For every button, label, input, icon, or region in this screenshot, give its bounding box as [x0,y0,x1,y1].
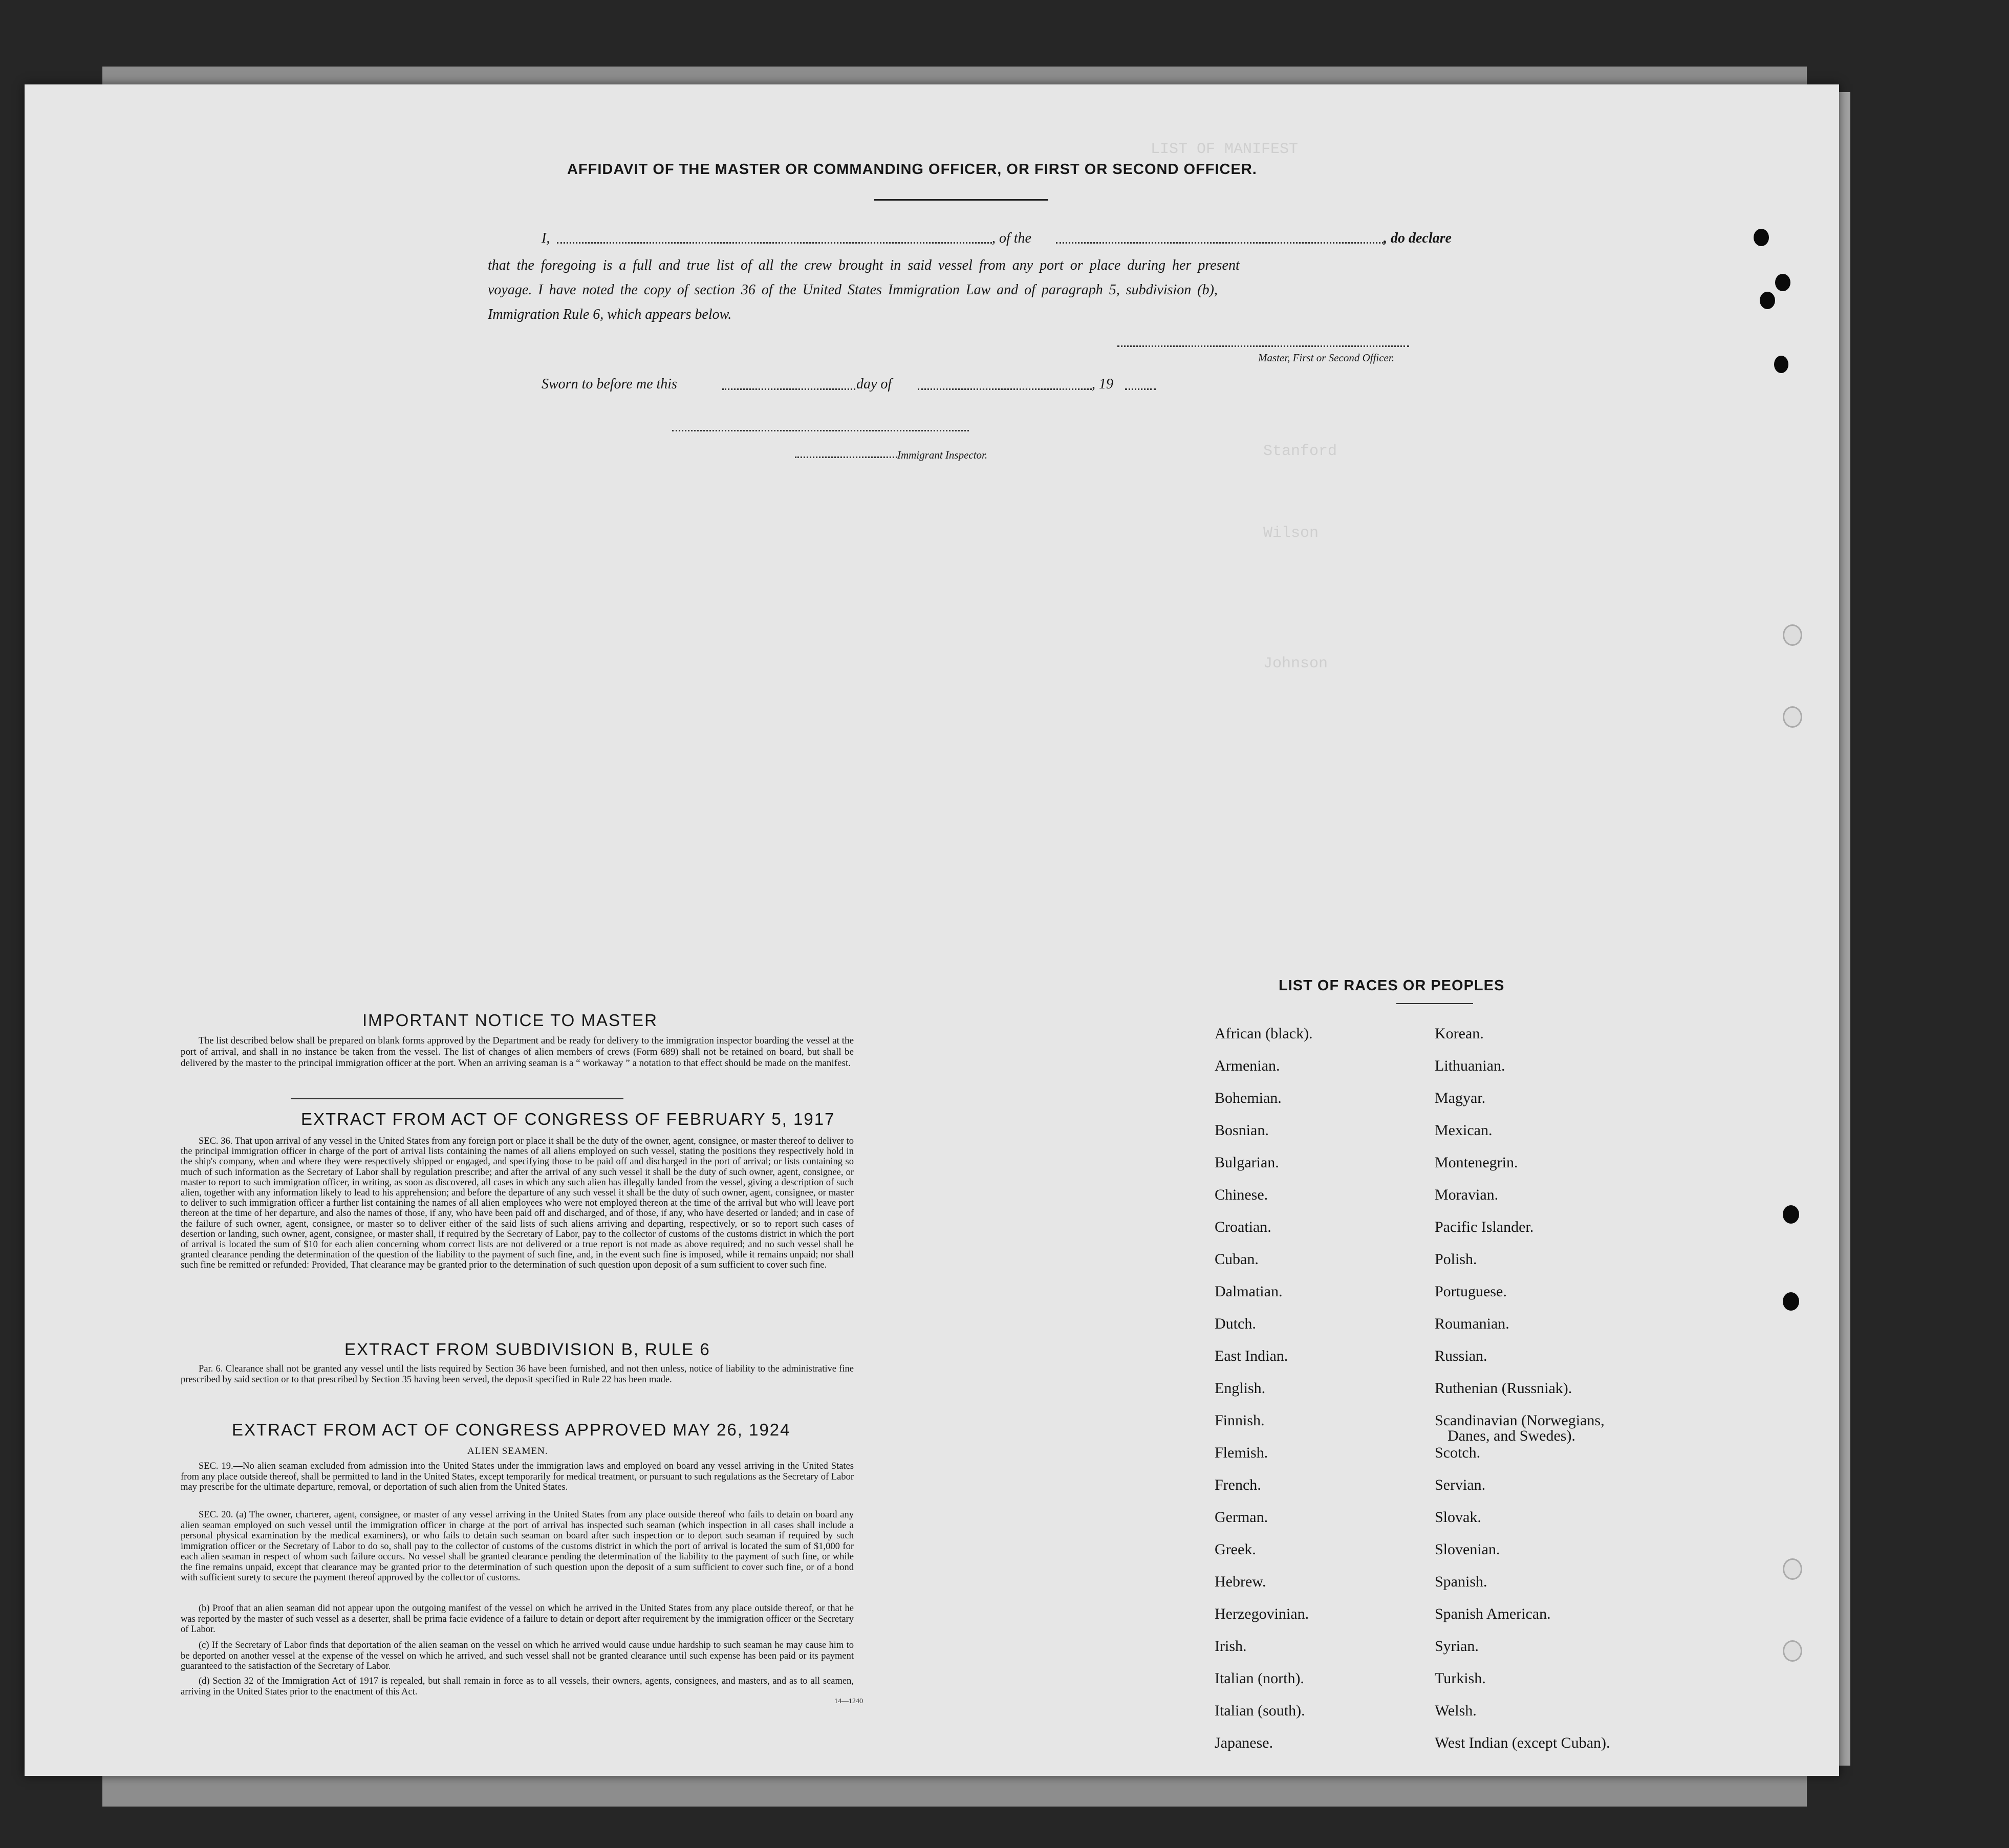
master-signature-label: Master, First or Second Officer. [1258,352,1394,364]
extract-1924-sec19: SEC. 19.—No alien seaman excluded from admission into the United States under the immigration laws and employed on board any vessel arriving in the United States from any place outside thereof, shall be permitted to land in the United States, except temporarily for medical treatment, or pursuant to such regulations as the Secretary of Labor may prescribe for the ultimate departure, removal, or deportation of such alien from the United States. [181,1461,854,1492]
sworn-year-blank [1125,388,1156,390]
race-item: Flemish. [1215,1444,1268,1461]
punch-hole [1774,356,1788,373]
extract-rule6-body: Par. 6. Clearance shall not be granted any vessel until the lists required by Section 36 have been furnished, and not then unless, notice of liability to the administrative fine prescribed by said section or to that prescribed by Section 35 having been served, the deposit specified in Rule 22 has been made. [181,1364,854,1385]
race-item: Irish. [1215,1638,1247,1655]
race-item: Herzegovinian. [1215,1605,1309,1622]
inspector-lead-blank [795,456,897,458]
race-item: Spanish American. [1435,1605,1551,1622]
sworn-year-label: , 19 [1092,376,1113,392]
extract-1924-sec20a: SEC. 20. (a) The owner, charterer, agent, consignee, or master of any vessel arriving in the United States from any place outside thereof who fails to detain on board any alien seaman employed on such vessel until the immigration officer in charge at the port of arrival has inspected such seaman (which inspection in all cases shall include a personal physical examination by the medical examiners), or who fails to detain such seaman on board after such inspection or to deport such seaman if required by such immigration officer or the Secretary of Labor to do so, shall pay to the collector of customs of the customs district in which the port of arrival is located the sum of $1,000 for each alien seaman in respect of whom such failure occurs. No vessel shall be granted clearance pending the determination of the liability to the payment of such fine, or while the fine remains unpaid, except that clearance may be granted prior to the determination of such question upon the deposit of a sum sufficient to cover such fine, or of a bond with sufficient surety to secure the payment thereof approved by the collector of customs. [181,1510,854,1583]
races-title: LIST OF RACES OR PEOPLES [1279,977,1505,994]
race-item: Danes, and Swedes). [1448,1427,1575,1444]
inspector-label: Immigrant Inspector. [897,449,988,461]
race-item: Moravian. [1435,1186,1499,1203]
extract-1924-subtitle: ALIEN SEAMEN. [467,1446,548,1456]
punch-hole [1760,292,1775,309]
extract-1917-body: SEC. 36. That upon arrival of any vessel in the United States from any foreign port or place it shall be the duty of the owner, agent, consignee, or master thereof to deliver to the principal immigration officer in charge of the port of arrival lists containing the names of all aliens employed on such vessel, stating the positions they respectively hold in the ship's company, when and where they were respectively shipped or engaged, and specifying those to be paid off and discharged in the port of arrival; or lists containing so much of such information as the Secretary of Labor shall by regulation prescribe; and after the arrival of any such vessel it shall be the duty of such owner, agent, consignee, or master to report to such immigration officer, in writing, as soon as discovered, all cases in which any such alien has illegally landed from the vessel, giving a description of such alien, together with any information likely to lead to his apprehension; and before the departure of any such vessel it shall be the duty of such owner, agent, consignee, or master to deliver to such immigration officer a further list containing the names of all alien employees who were not employed thereon at the time of the arrival but who will leave port thereon at the time of her departure, and also the names of those, if any, who have been paid off and discharged, and of those, if any, who have deserted or landed; and in case of the failure of such owner, agent, consignee, or master so to deliver either of the said lists of such aliens arriving and departing, respectively, or so to report such cases of desertion or landing, such owner, agent, consignee, or master shall, if required by the Secretary of Labor, pay to the collector of customs of the customs district in which the port of arrival is located the sum of $10 for each alien concerning whom correct lists are not delivered or a true report is not made as above required; and no such vessel shall be granted clearance pending the determination of the question of the liability to the payment of such fine, and, in the event such fine is imposed, while it remains unpaid; nor shall such fine be remitted or refunded: Provided, That clearance may be granted prior to the determination of such question upon deposit of a sum sufficient to cover such fine. [181,1136,854,1271]
race-item: Bosnian. [1215,1122,1269,1139]
race-item: Turkish. [1435,1670,1486,1687]
race-item: Russian. [1435,1347,1487,1364]
notice-body: The list described below shall be prepared on blank forms approved by the Department and be ready for delivery to the immigration inspector boarding the vessel at the port of arrival, and shall in no instance be taken from the vessel. The list of changes of alien members of crews (Form 689) shall not be retained on board, but shall be delivered by the master to the principal immigration officer at the port. When an arriving seaman is a “ workaway ” a notation to that effect should be made on the manifest. [181,1035,854,1069]
extract-rule6-title: EXTRACT FROM SUBDIVISION B, RULE 6 [344,1340,710,1359]
race-item: Japanese. [1215,1734,1273,1751]
race-item: African (black). [1215,1025,1313,1042]
race-item: Ruthenian (Russniak). [1435,1380,1572,1397]
extract-1924-title: EXTRACT FROM ACT OF CONGRESS APPROVED MAY 26, 1924 [232,1420,791,1439]
race-item: Magyar. [1435,1090,1486,1106]
manifest-back-page [25,84,1839,1776]
show-through-text: LIST OF MANIFEST [1151,141,1299,158]
show-through-text: Johnson [1263,655,1328,672]
affidavit-line-2: voyage. I have noted the copy of section 36 of the United States Immigration Law and of paragraph 5, subdivision (b), [488,282,1218,298]
affidavit-title: AFFIDAVIT OF THE MASTER OR COMMANDING OFFICER, OR FIRST OR SECOND OFFICER. [567,161,1257,178]
show-through-text: Wilson [1263,525,1319,542]
race-item: Dalmatian. [1215,1283,1283,1300]
race-item: West Indian (except Cuban). [1435,1734,1610,1751]
vessel-blank [1056,242,1384,244]
race-item: Cuban. [1215,1251,1259,1268]
race-item: Armenian. [1215,1057,1280,1074]
extract-1917-title: EXTRACT FROM ACT OF CONGRESS OF FEBRUARY 5, 1917 [301,1110,835,1128]
race-item: English. [1215,1380,1266,1397]
punch-hole [1783,1205,1799,1224]
punch-hole [1783,1292,1799,1311]
sworn-label: Sworn to before me this [542,376,677,392]
race-item: German. [1215,1509,1268,1526]
affidavit-line-3: Immigration Rule 6, which appears below. [488,307,732,322]
sworn-month-blank [918,388,1092,390]
notice-title: IMPORTANT NOTICE TO MASTER [362,1011,658,1030]
race-item: Pacific Islander. [1435,1219,1534,1235]
race-item: Scandinavian (Norwegians, [1435,1412,1605,1429]
do-declare-label: , do declare [1384,230,1452,246]
race-item: Croatian. [1215,1219,1271,1235]
race-item: Syrian. [1435,1638,1479,1655]
title-rule [874,199,1048,201]
punch-hole [1783,706,1802,728]
race-item: Italian (south). [1215,1702,1305,1719]
race-item: Finnish. [1215,1412,1265,1429]
punch-hole [1754,229,1769,246]
race-item: Italian (north). [1215,1670,1304,1687]
race-item: Scotch. [1435,1444,1481,1461]
race-item: Slovenian. [1435,1541,1500,1558]
race-item: Bulgarian. [1215,1154,1279,1171]
race-item: Hebrew. [1215,1573,1266,1590]
race-item: Greek. [1215,1541,1256,1558]
punch-hole [1783,1558,1802,1580]
race-item: Welsh. [1435,1702,1477,1719]
name-blank [557,242,992,244]
race-item: East Indian. [1215,1347,1288,1364]
race-item: Slovak. [1435,1509,1481,1526]
race-item: Mexican. [1435,1122,1493,1139]
punch-hole [1775,274,1790,291]
race-item: Korean. [1435,1025,1484,1042]
page-edge [1839,92,1850,1766]
race-item: Servian. [1435,1476,1486,1493]
show-through-text: Stanford [1263,443,1337,460]
race-item: Dutch. [1215,1315,1256,1332]
of-the-label: , of the [992,230,1031,246]
races-rule [1396,1003,1473,1004]
race-item: French. [1215,1476,1261,1493]
inspector-signature-blank [672,430,969,431]
affidavit-line-1: that the foregoing is a full and true list of all the crew brought in said vessel from any port or place during her present [488,257,1240,273]
race-item: Lithuanian. [1435,1057,1505,1074]
form-number: 14—1240 [834,1698,863,1705]
race-item: Chinese. [1215,1186,1268,1203]
race-item: Polish. [1435,1251,1477,1268]
master-signature-blank [1117,345,1409,347]
race-item: Spanish. [1435,1573,1487,1590]
punch-hole [1783,624,1802,646]
race-item: Montenegrin. [1435,1154,1518,1171]
sworn-day-label: day of [856,376,892,392]
i-label: I, [542,230,550,246]
race-item: Portuguese. [1435,1283,1507,1300]
extract-1924-sec20d: (d) Section 32 of the Immigration Act of 1917 is repealed, but shall remain in force as to all vessels, their owners, agents, consignees, and masters, and as to all seamen, arriving in the United States prior to the enactment of this Act. [181,1676,854,1697]
race-item: Roumanian. [1435,1315,1509,1332]
notice-rule [291,1098,623,1099]
race-item: Bohemian. [1215,1090,1282,1106]
sworn-day-blank [722,388,855,390]
extract-1924-sec20b: (b) Proof that an alien seaman did not appear upon the outgoing manifest of the vessel on which he arrived in the United States from any place outside thereof, or that he was reported by the master of such vessel as a deserter, shall be prima facie evidence of a failure to detain or deport after requirement by the immigration officer or the Secretary of Labor. [181,1603,854,1635]
punch-hole [1783,1640,1802,1662]
extract-1924-sec20c: (c) If the Secretary of Labor finds that deportation of the alien seaman on the vessel on which he arrived would cause undue hardship to such seaman he may cause him to be deported on another vessel at the expense of the vessel on which he arrived, and such vessel shall not be granted clearance until such expense has been paid or its payment guaranteed to the satisfaction of the Secretary of Labor. [181,1640,854,1671]
